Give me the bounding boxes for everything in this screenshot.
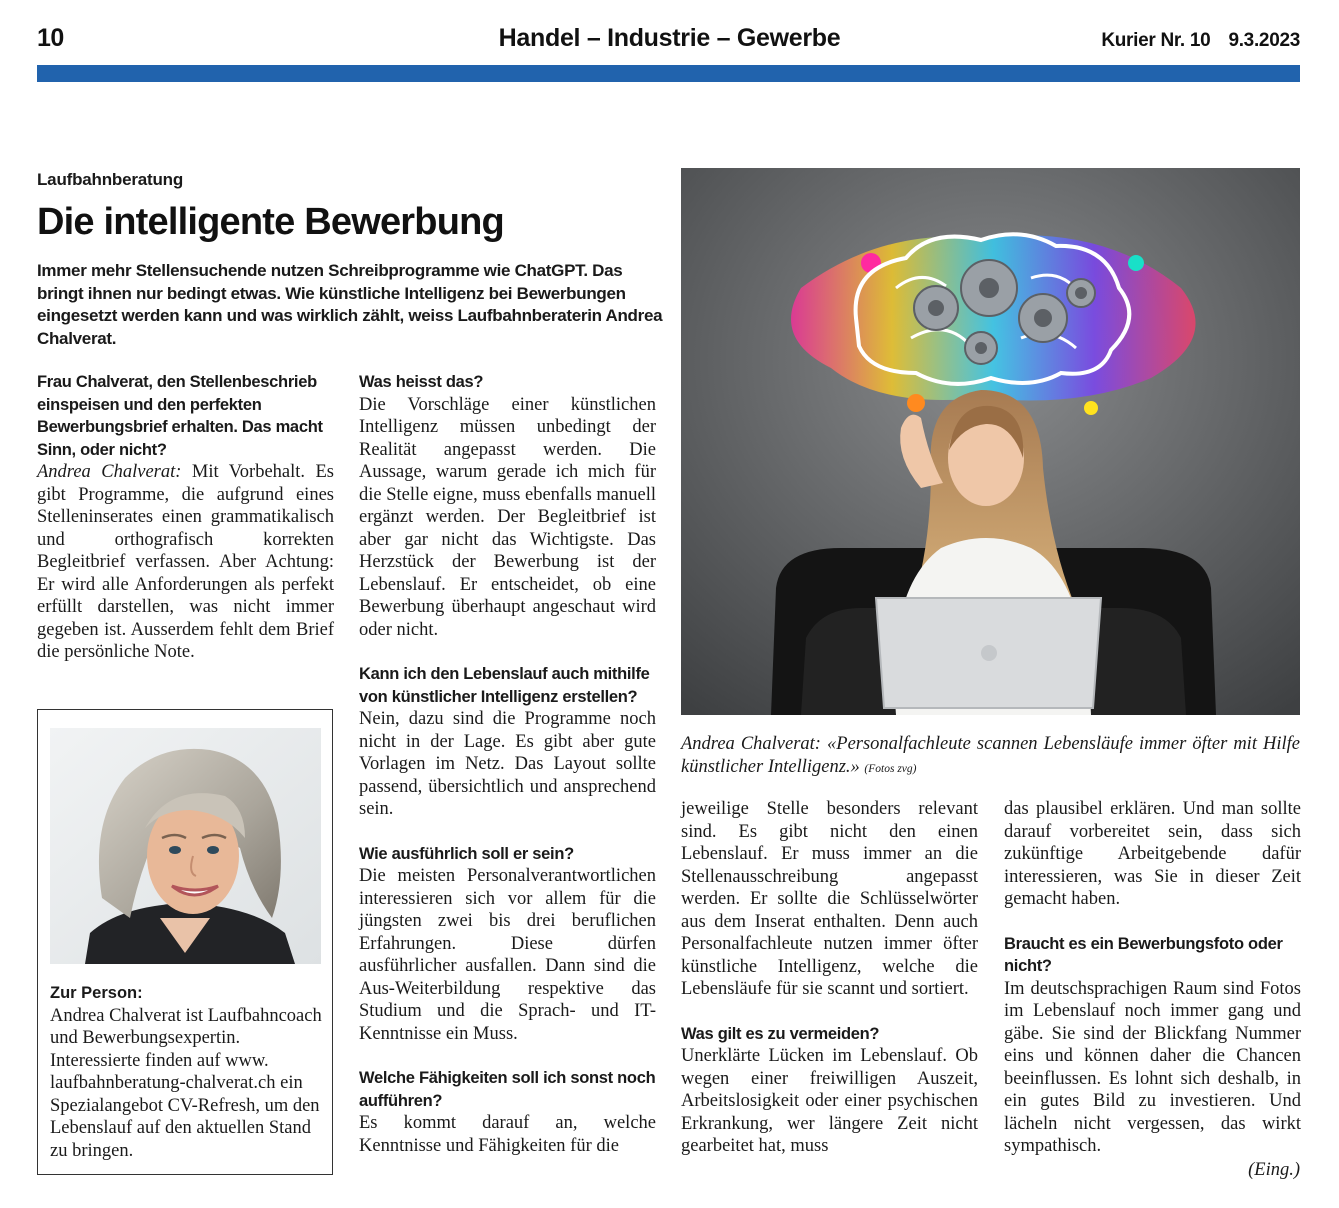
article-kicker: Laufbahnberatung (37, 170, 184, 189)
answer-5-start: Es kommt darauf an, welche Kenntnisse und Fähigkeiten für die (359, 1113, 656, 1156)
section-title: Handel – Industrie – Gewerbe (498, 24, 841, 52)
page-number: 10 (37, 24, 64, 52)
portrait-illustration (50, 728, 321, 964)
answer-speaker: Andrea Chalverat: (37, 462, 182, 482)
caption-text: Andrea Chalverat: «Personalfachleute scannen Lebensläufe immer öfter mit Hilfe künstlicher Intelligenz.» (681, 734, 1300, 777)
profile-heading: Zur Person: (50, 984, 143, 1002)
article-lead: Immer mehr Stellensuchende nutzen Schreibprogramme wie ChatGPT. Das bringt ihnen nur bedingt etwas. Wie künstliche Intelligenz bei Bewerbungen eingesetzt werden kann und was wirklich zählt, weiss Laufbahnberaterin Andrea Chalverat. (37, 261, 663, 348)
column-2 (359, 371, 656, 1157)
profile-body: Andrea Chalverat ist Laufbahncoach und Bewerbungsexpertin. Interessierte finden auf www. laufbahnberatung-chalverat.ch ein Spezialangebot CV-Refresh, um den Lebenslauf auf den aktuellen Stand zu bringen. (50, 1005, 322, 1161)
publication-name: Kurier Nr. 10 (1101, 30, 1211, 51)
profile-text (50, 982, 322, 1162)
question-1: Frau Chalverat, den Stellenbeschrieb einspeisen und den perfekten Bewerbungsbrief erhalten. Das macht Sinn, oder nicht? (37, 373, 323, 459)
header-rule (37, 65, 1300, 82)
answer-3: Nein, dazu sind die Programme noch nicht in der Lage. Es gibt aber gute Vorlagen im Netz. Das Layout sollte passend, übersichtlich und ansprechend sein. (359, 709, 656, 819)
answer-6-continued: das plausibel erklären. Und man sollte darauf vorbereitet sein, dass sich zukünftige Arbeitgebende dafür interessieren, was Sie in dieser Zeit gemacht haben. (1004, 799, 1301, 909)
article-photo (681, 168, 1300, 715)
profile-box (37, 709, 333, 1175)
question-7: Braucht es ein Bewerbungsfoto oder nicht? (1004, 934, 1283, 975)
answer-4: Die meisten Personalverantwortlichen interessieren sich vor allem für die jüngsten zwei bis drei beruflichen Erfahrungen. Diese dürfen ausführlicher ausfallen. Dann sind die Aus-Weiterbildung respektive das Studium und die Sprach- und IT-Kenntnisse ein Muss. (359, 866, 656, 1044)
answer-1 (37, 461, 334, 664)
photo-caption (681, 733, 1300, 780)
issue-info (1101, 30, 1300, 52)
photo-credit: (Fotos zvg) (864, 762, 917, 775)
column-1 (37, 371, 334, 664)
author-signature: (Eing.) (1248, 1160, 1300, 1180)
answer-1-text: Mit Vorbehalt. Es gibt Programme, die aufgrund eines Stelleninserates einen grammatikalisch und orthografisch korrekten Begleitbrief verfassen. Aber Achtung: Er wird alle Anforderungen als perfekt erfüllt darstellen, was nicht immer gegeben ist. Ausserdem fehlt dem Brief die persönliche Note. (37, 462, 335, 662)
question-4: Wie ausführlich soll er sein? (359, 844, 574, 863)
column-4 (1004, 798, 1301, 1158)
question-2: Was heisst das? (359, 373, 484, 391)
answer-6-start: Unerklärte Lücken im Lebenslauf. Ob wegen einer freiwilligen Auszeit, Arbeitslosigkeit oder einer psychischen Erkrankung, wer längere Zeit nicht gearbeitet hat, muss (681, 1046, 978, 1156)
answer-2: Die Vorschläge einer künstlichen Intelligenz müssen unbedingt der Realität angepasst werden. Die Aussage, warum gerade ich mich für die Stelle eigne, muss ebenfalls manuell ergänzt werden. Der Begleitbrief ist aber gar nicht das Wichtigste. Das Herzstück der Bewerbung ist der Lebenslauf. Er entscheidet, ob eine Bewerbung überhaupt angeschaut wird oder nicht. (359, 394, 656, 640)
question-3: Kann ich den Lebenslauf auch mithilfe von künstlicher Intelligenz erstellen? (359, 665, 650, 706)
answer-5-continued: jeweilige Stelle besonders relevant sind. Es gibt nicht den einen Lebenslauf. Er muss immer an die Stellenausschreibung angepasst werden. Er sollte die Schlüsselwörter aus dem Inserat enthalten. Denn auch Personalfachleute nutzen immer öfter künstliche Intelligenz, welche die Lebensläufe für sie scannt und sortiert. (681, 799, 978, 999)
portrait-photo (50, 728, 321, 964)
question-6: Was gilt es zu vermeiden? (681, 1024, 880, 1043)
issue-date: 9.3.2023 (1228, 30, 1300, 51)
question-5: Welche Fähigkeiten soll ich sonst noch aufführen? (359, 1069, 656, 1110)
answer-7: Im deutschsprachigen Raum sind Fotos im Lebenslauf noch immer gang und gäbe. Sie sind der Blickfang Nummer eins und können daher die Chancen beeinflussen. Es lohnt sich deshalb, in ein gutes Bild zu investieren. Und lächeln nicht vergessen, das wirkt sympathisch. (1004, 978, 1301, 1156)
article-headline: Die intelligente Bewerbung (37, 201, 504, 243)
column-3 (681, 798, 978, 1158)
photo-illustration (681, 168, 1300, 715)
